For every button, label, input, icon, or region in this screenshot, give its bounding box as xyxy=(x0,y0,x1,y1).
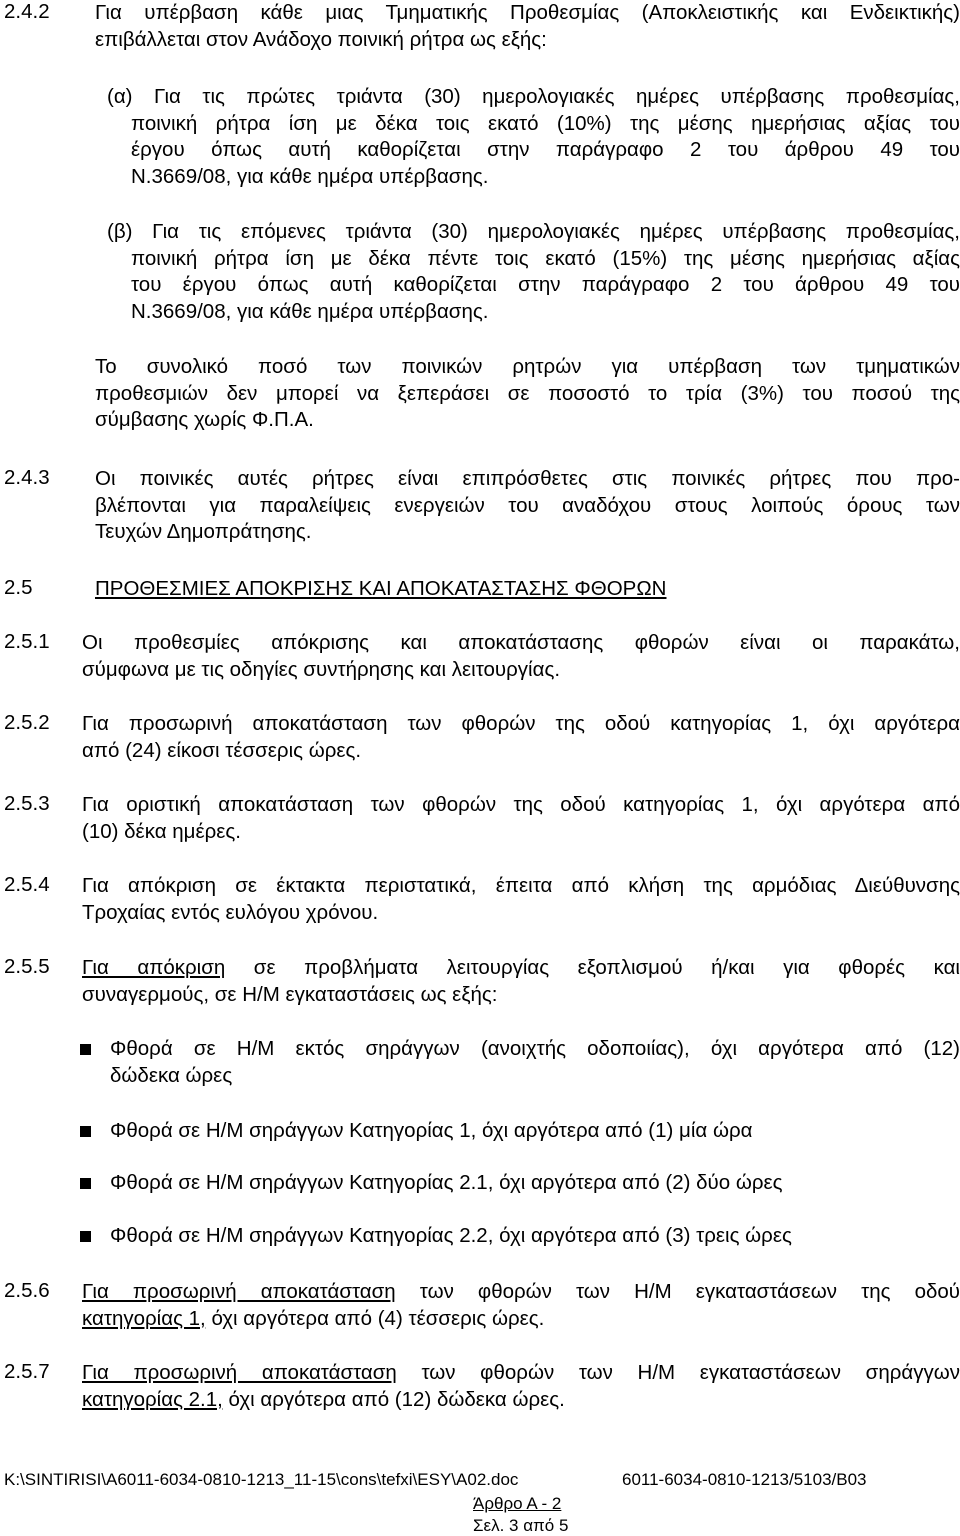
section-number: 2.5.4 xyxy=(4,873,50,896)
text-line: συναγερμούς, σε Η/Μ εγκαταστάσεις ως εξής: xyxy=(82,982,498,1006)
text-line: του έργου όπως αυτή καθορίζεται στην παράγραφο 2 του άρθρου 49 του xyxy=(131,273,960,296)
text-line: προθεσμιών δεν μπορεί να ξεπεράσει σε ποσοστό το τρία (3%) του ποσού της xyxy=(95,381,960,405)
text-line: σύμφωνα με τις οδηγίες συντήρησης και λειτουργίας. xyxy=(82,657,561,681)
text-line: σύμβασης χωρίς Φ.Π.Α. xyxy=(95,408,314,431)
page-number: Σελ. 3 από 5 xyxy=(473,1516,569,1535)
text-line: Ν.3669/08, για κάθε ημέρα υπέρβασης. xyxy=(131,164,489,188)
square-bullet-icon xyxy=(80,1126,91,1137)
underlined-phrase: Για προσωρινή αποκατάσταση xyxy=(82,1361,397,1384)
text-line xyxy=(82,1360,960,1387)
section-text xyxy=(82,630,960,683)
text-fragment: των φθορών των Η/Μ εγκαταστάσεων σηράγγων xyxy=(396,1361,960,1384)
underlined-phrase: κατηγορίας 2.1, xyxy=(82,1387,223,1411)
text-fragment: όχι αργότερα από (4) τέσσερις ώρες. xyxy=(205,1306,545,1330)
section-text xyxy=(82,792,960,845)
text-line xyxy=(82,955,960,982)
text-line xyxy=(82,1279,960,1306)
section-number: 2.5.3 xyxy=(4,792,50,815)
text-line xyxy=(82,1306,960,1333)
text-fragment: όχι αργότερα από (12) δώδεκα ώρες. xyxy=(222,1387,565,1411)
section-text xyxy=(82,1279,960,1332)
text-line: Για απόκριση σε έκτακτα περιστατικά, έπειτα από κλήση της αρμόδιας Διεύθυνσης xyxy=(82,874,960,897)
underlined-phrase: Για προσωρινή αποκατάσταση xyxy=(82,1280,396,1303)
article-label: Άρθρο Α - 2 xyxy=(473,1494,562,1513)
text-line: έργου όπως αυτή καθορίζεται στην παράγραφο 2 του άρθρου 49 του xyxy=(131,138,960,161)
text-line: ποινική ρήτρα ίση με δέκα πέντε τοις εκατό (15%) της μέσης ημερήσιας αξίας xyxy=(131,246,960,270)
section-title: ΠΡΟΘΕΣΜΙΕΣ ΑΠΟΚΡΙΣΗΣ ΚΑΙ ΑΠΟΚΑΤΑΣΤΑΣΗΣ ΦΘΟΡΩΝ xyxy=(95,577,667,600)
text-line: δώδεκα ώρες xyxy=(110,1063,233,1087)
text-line: Φθορά σε Η/Μ σηράγγων Κατηγορίας 2.1, όχι αργότερα από (2) δύο ώρες xyxy=(110,1171,783,1194)
text-line: Φθορά σε Η/Μ σηράγγων Κατηγορίας 2.2, όχι αργότερα από (3) τρεις ώρες xyxy=(110,1224,792,1247)
text-line: από (24) είκοσι τέσσερις ώρες. xyxy=(82,738,362,762)
document-code: 6011-6034-0810-1213/5103/B03 xyxy=(622,1470,867,1489)
text-fragment: σε προβλήματα λειτουργίας εξοπλισμού ή/και για φθορές και xyxy=(225,956,960,979)
text-line: Φθορά σε Η/Μ εκτός σηράγγων (ανοιχτής οδοποιίας), όχι αργότερα από (12) xyxy=(110,1037,960,1060)
underlined-phrase: Για απόκριση xyxy=(82,956,226,979)
bullet-text xyxy=(110,1223,960,1250)
section-number: 2.5.6 xyxy=(4,1279,50,1302)
square-bullet-icon xyxy=(80,1178,91,1189)
section-number: 2.5.7 xyxy=(4,1360,50,1383)
clause-b-text xyxy=(107,219,960,325)
text-line: Ν.3669/08, για κάθε ημέρα υπέρβασης. xyxy=(131,299,489,323)
text-line: (β) Για τις επόμενες τριάντα (30) ημερολογιακές ημέρες υπέρβασης προθεσμίας, xyxy=(107,220,960,243)
section-number: 2.5.1 xyxy=(4,630,50,653)
text-fragment: των φθορών των Η/Μ εγκαταστάσεων της οδού xyxy=(395,1280,960,1303)
underlined-phrase: κατηγορίας 1, xyxy=(82,1306,206,1330)
text-line: (10) δέκα ημέρες. xyxy=(82,819,241,843)
section-text xyxy=(95,0,960,53)
section-heading xyxy=(95,576,960,603)
section-number: 2.5 xyxy=(4,576,33,599)
text-line: Οι ποινικές αυτές ρήτρες είναι επιπρόσθετες στις ποινικές ρήτρες που προ- xyxy=(95,467,960,490)
section-text xyxy=(82,711,960,764)
square-bullet-icon xyxy=(80,1231,91,1242)
text-line: βλέπονται για παραλείψεις ενεργειών του αναδόχου στους λοιπούς όρους των xyxy=(95,493,960,517)
bullet-text xyxy=(110,1170,960,1197)
text-line: Για προσωρινή αποκατάσταση των φθορών της οδού κατηγορίας 1, όχι αργότερα xyxy=(82,712,960,735)
text-line: Τροχαίας εντός ευλόγου χρόνου. xyxy=(82,900,379,924)
text-line xyxy=(82,1387,960,1414)
text-line: Το συνολικό ποσό των ποινικών ρητρών για υπέρβαση των τμηματικών xyxy=(95,355,960,378)
section-text xyxy=(82,955,960,1008)
text-line: Για υπέρβαση κάθε μιας Τμηματικής Προθεσμίας (Αποκλειστικής και Ενδεικτικής) xyxy=(95,1,960,24)
text-line: Οι προθεσμίες απόκρισης και αποκατάστασης φθορών είναι οι παρακάτω, xyxy=(82,631,960,654)
section-number: 2.5.5 xyxy=(4,955,50,978)
section-number: 2.4.3 xyxy=(4,466,50,489)
section-text xyxy=(82,1360,960,1413)
section-text xyxy=(95,466,960,546)
section-text xyxy=(82,873,960,926)
text-line: Τευχών Δημοπράτησης. xyxy=(95,520,312,543)
bullet-text xyxy=(110,1036,960,1089)
clause-a-text xyxy=(107,84,960,190)
square-bullet-icon xyxy=(80,1044,91,1055)
section-number: 2.4.2 xyxy=(4,0,50,23)
text-line: Για οριστική αποκατάσταση των φθορών της οδού κατηγορίας 1, όχι αργότερα από xyxy=(82,793,960,816)
text-line: επιβάλλεται στον Ανάδοχο ποινική ρήτρα ως εξής: xyxy=(95,27,547,51)
text-line: Φθορά σε Η/Μ σηράγγων Κατηγορίας 1, όχι αργότερα από (1) μία ώρα xyxy=(110,1119,753,1142)
text-line: (α) Για τις πρώτες τριάντα (30) ημερολογιακές ημέρες υπέρβασης προθεσμίας, xyxy=(107,85,960,108)
total-penalty-text xyxy=(95,354,960,434)
bullet-text xyxy=(110,1118,960,1145)
file-path: K:\SINTIRISI\A6011-6034-0810-1213_11-15\cons\tefxi\ESY\A02.doc xyxy=(4,1470,519,1489)
section-number: 2.5.2 xyxy=(4,711,50,734)
text-line: ποινική ρήτρα ίση με δέκα τοις εκατό (10%) της μέσης ημερήσιας αξίας του xyxy=(131,111,960,135)
